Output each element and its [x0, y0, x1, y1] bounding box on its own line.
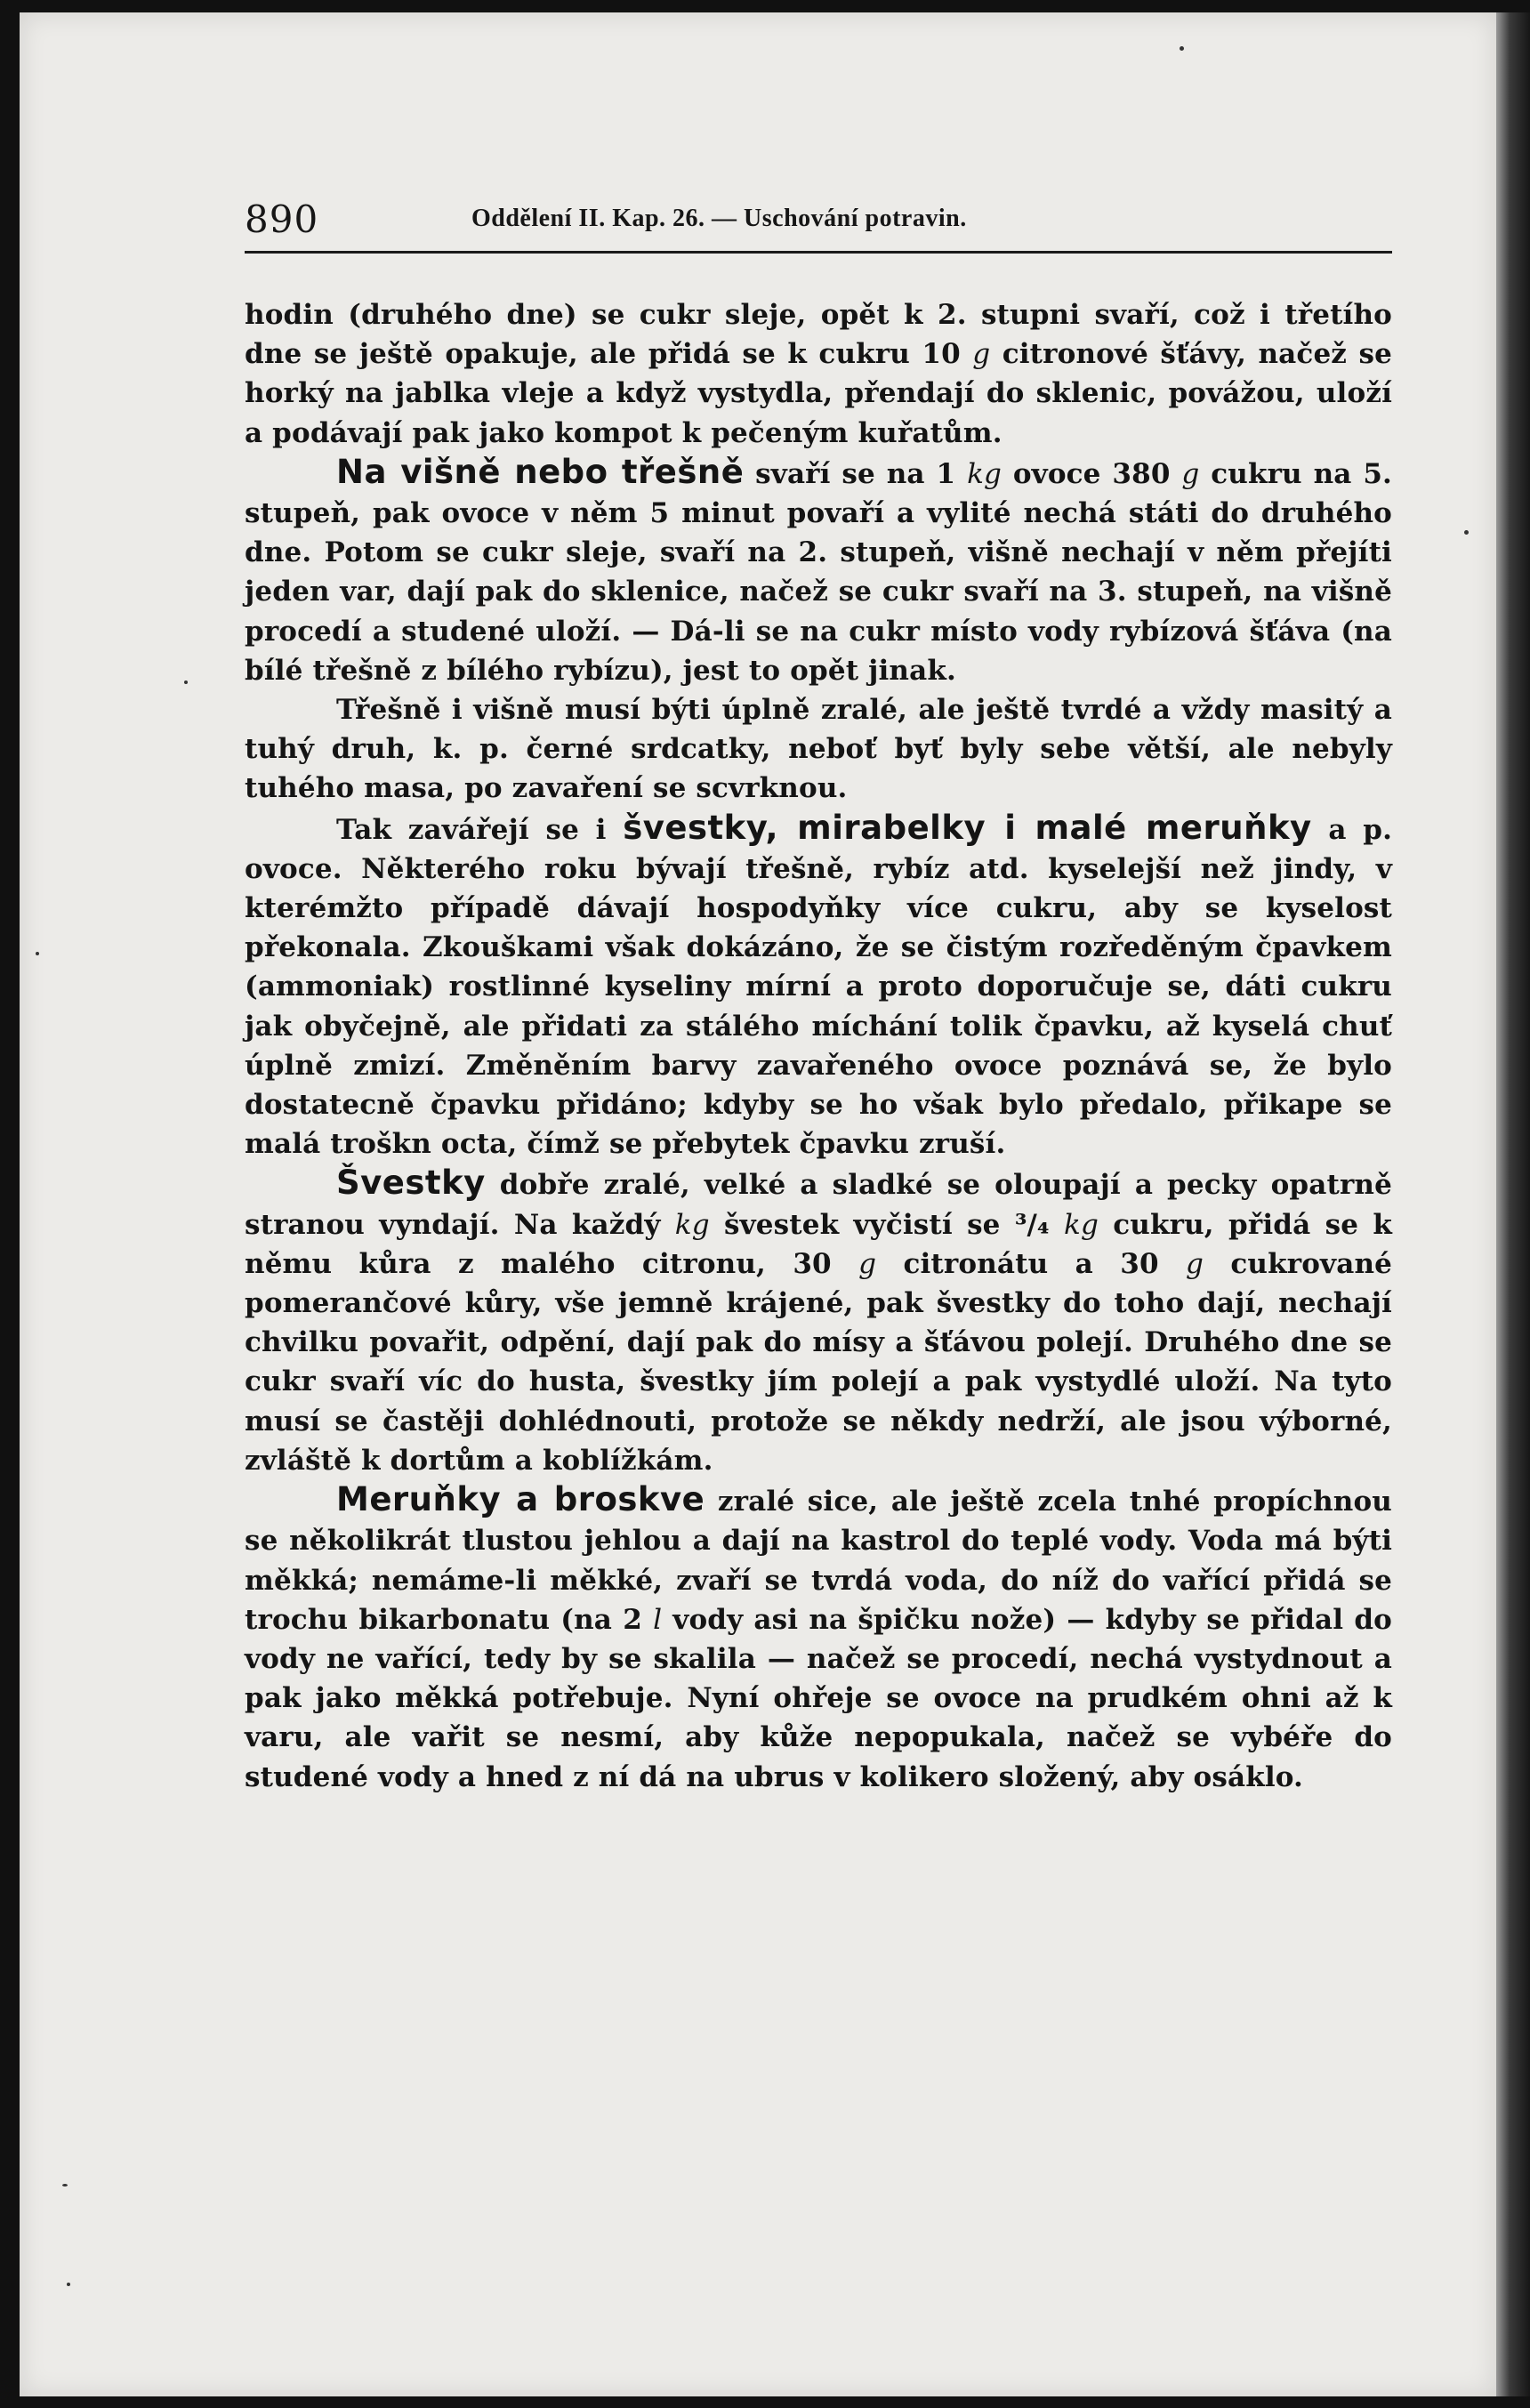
paragraph	[245, 809, 1392, 1164]
paragraph	[245, 295, 1392, 453]
heading-phrase: Švestky	[336, 1164, 486, 1203]
page-edge-shadow	[1496, 12, 1530, 2396]
text-run: hodin (druhého dne) se cukr sleje, opět k 2. stupni svaří, což i třetího dne se ještě opakuje, ale přidá se k cukru 10	[245, 299, 1392, 371]
text-run: Třešně i višně musí býti úplně zralé, ale ještě tvrdé a vždy masitý a tuhý druh, k. p. černé srdcatky, neboť byť byly sebe větší, ale nebyly tuhého masa, po zavaření se scvrknou.	[245, 694, 1392, 805]
text-run: dobře zralé, velké a sladké se oloupají a pecky opatrně stranou vyndají. Na každý	[245, 1169, 1392, 1241]
text-run: citronátu a 30	[876, 1247, 1187, 1280]
scan-speck	[184, 681, 188, 684]
unit-abbrev: g	[858, 1247, 877, 1280]
paragraph	[245, 690, 1392, 809]
body-text	[245, 295, 1392, 1797]
text-run: švestek vyčistí se ³/₄	[709, 1208, 1065, 1241]
unit-abbrev: kg	[674, 1208, 710, 1241]
unit-abbrev: l	[653, 1603, 663, 1636]
scan-speck	[1464, 530, 1469, 535]
unit-abbrev: kg	[1064, 1208, 1099, 1241]
heading-phrase: Na višně nebo třešně	[336, 452, 745, 491]
scan-speck	[36, 952, 39, 955]
unit-abbrev: kg	[967, 457, 1002, 490]
paragraph	[245, 1164, 1392, 1480]
text-run: Tak zavářejí se i	[336, 813, 624, 846]
scan-speck	[1180, 46, 1184, 51]
running-title: Oddělení II. Kap. 26. — Uschování potravin.	[471, 205, 967, 232]
heading-phrase: švestky, mirabelky i malé meruňky	[623, 808, 1312, 847]
unit-abbrev: g	[1186, 1247, 1204, 1280]
unit-abbrev: g	[1181, 457, 1200, 490]
unit-abbrev: g	[972, 338, 991, 371]
header-rule	[245, 251, 1392, 254]
text-run: vody asi na špičku nože) — kdyby se přidal do vody ne vařící, tedy by se skalila — načež se procedí, nechá vystydnout a pak jako měkká potřebuje. Nyní ohřeje se ovoce na prudkém ohni až k varu, ale vařit se nesmí, aby kůže nepopukala, načež se vybéře do studené vody a hned z ní dá na ubrus v kolikero složený, aby osáklo.	[245, 1603, 1393, 1793]
text-run: cukru, přidá se k němu kůra z malého citronu, 30	[245, 1208, 1392, 1280]
paragraph	[245, 1480, 1392, 1797]
text-run: citronové šťávy, načež se horký na jablka vleje a když vystydla, přendají do sklenic, povážou, uloží a podávají pak jako kompot k pečeným kuřatům.	[245, 338, 1392, 449]
text-run: cukrované pomerančové kůry, vše jemně krájené, pak švestky do toho dají, nechají chvilku povařit, odpění, dají pak do mísy a šťávou polejí. Druhého dne se cukr svaří víc do husta, švestky jím polejí a pak vystydlé uloží. Na tyto musí se častěji dohlédnouti, protože se někdy nedrží, ale jsou výborné, zvláště k dortům a koblížkám.	[245, 1247, 1393, 1477]
text-run: a p. ovoce. Některého roku bývají třešně, rybíz atd. kyselejší než jindy, v kterémžto případě dávají hospodyňky více cukru, aby se kyselost překonala. Zkouškami však dokázáno, že se čistým rozředěným čpavkem (ammoniak) rostlinné kyseliny mírní a proto doporučuje se, dáti cukru jak obyčejně, ale přidati za stálého míchání tolik čpavku, až kyselá chuť úplně zmizí. Změněním barvy zavařeného ovoce poznává se, že bylo dostatecně čpavku přidáno; kdyby se ho však bylo předalo, přikape se malá troškn octa, čímž se přebytek čpavku zruší.	[245, 813, 1393, 1161]
text-run: svaří se na 1	[744, 457, 968, 490]
paragraph	[245, 453, 1392, 690]
text-run: zralé sice, ale ještě zcela tnhé propíchnou se několikrát tlustou jehlou a dají na kastrol do teplé vody. Voda má býti měkká; nemáme-li měkké, zvaří se tvrdá voda, do níž do vařící přidá se trochu bikarbonatu (na 2	[245, 1486, 1392, 1636]
heading-phrase: Meruňky a broskve	[336, 1480, 705, 1519]
scan-speck	[62, 2184, 68, 2187]
text-run: ovoce 380	[1002, 457, 1182, 490]
text-run: cukru na 5. stupeň, pak ovoce v něm 5 minut povaří a vylité nechá státi do druhého dne. Potom se cukr sleje, svaří na 2. stupeň, višně nechají v něm přejíti jeden var, dají pak do sklenice, načež se cukr svaří na 3. stupeň, na višně procedí a studené uloží. — Dá-li se na cukr místo vody rybízová šťáva (na bílé třešně z bílého rybízu), jest to opět jinak.	[245, 457, 1392, 687]
running-header	[245, 197, 1392, 251]
scan-speck	[67, 2283, 70, 2286]
page-number: 890	[245, 197, 319, 241]
